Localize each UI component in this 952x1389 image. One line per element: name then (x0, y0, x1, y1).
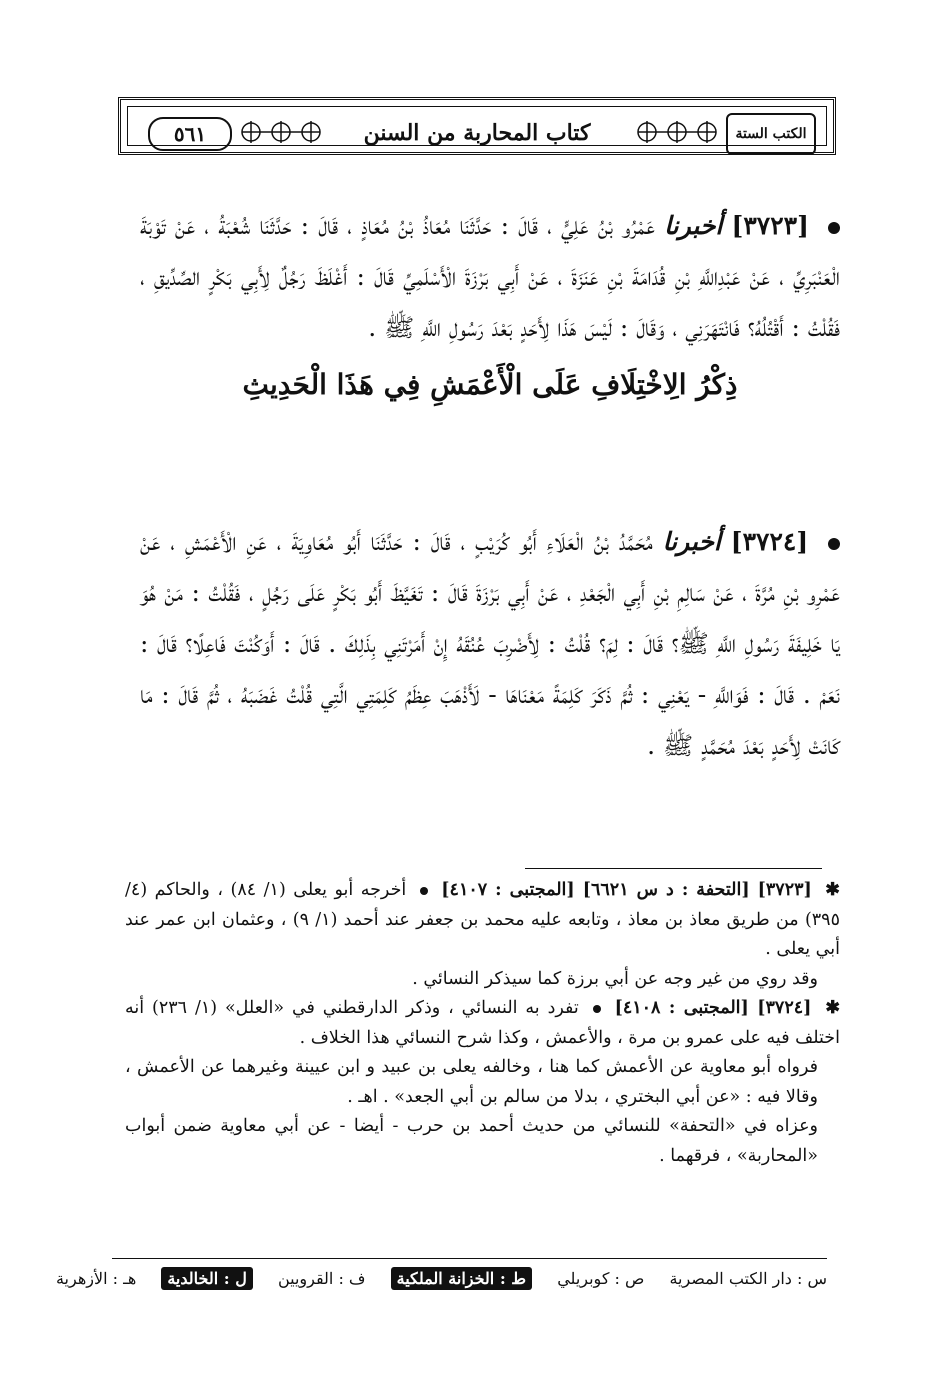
footnotes (125, 876, 840, 1171)
bullet-icon (828, 222, 840, 234)
page-header (118, 97, 836, 155)
asterisk-icon: ✱ (825, 880, 840, 900)
siglum-t: ط : الخزانة الملكية (391, 1267, 532, 1290)
header-ornament-right (632, 115, 722, 149)
section-title: ذِكْرُ الِاخْتِلَافِ عَلَى الْأَعْمَشِ فِي هَذَا الْحَدِيثِ (242, 368, 738, 401)
footnote-3723 (125, 876, 840, 965)
bullet-icon (593, 1005, 601, 1013)
hadith-number: [٣٧٢٣] (731, 211, 809, 240)
footnote-3724-p3: وعزاه في «التحفة» للنسائي من حديث أحمد بن حرب - أيضا - عن أبي معاوية ضمن أبواب «المحاربة» ، فرقهما . (125, 1116, 818, 1166)
bullet-icon (420, 887, 428, 895)
asterisk-icon: ✱ (825, 998, 840, 1018)
siglum-s: س : دار الكتب المصرية (669, 1269, 827, 1288)
hadith-body: مُحَمَّدُ بْنُ الْعَلَاءِ أَبُو كُرَيْبٍ ، قَالَ : حَدَّثَنَا أَبُو مُعَاوِيَةَ ، عَنِ الْأَعْمَشِ ، عَنْ عَمْرِو بْنِ مُرَّةَ ، عَنْ سَالِمِ بْنِ أَبِي الْجَعْدِ ، عَنْ أَبِي بَرْزَةَ قَالَ : تَغَيَّظَ أَبُو بَكْرٍ عَلَى رَجُلٍ ، فَقُلْتُ : مَنْ هُوَ يَا خَلِيفَةَ رَسُولِ اللَّهِ ﷺ؟ قَالَ : لِمَ؟ قُلْتُ : لِأَضْرِبَ عُنُقَهُ إِنْ أَمَرْتَنِي بِذَلِكَ . قَالَ : أَوَكُنْتَ فَاعِلًا؟ قَالَ : نَعَمْ . قَالَ : فَوَاللَّهِ - يَعْنِي : ثُمَّ ذَكَرَ كَلِمَةً مَعْنَاهَا - لَأَذْهَبَ عِظَمُ كَلِمَتِي الَّتِي قُلْتُ غَضَبَهُ ، ثُمَّ قَالَ : مَا كَانَتْ لِأَحَدٍ بَعْدَ مُحَمَّدٍ ﷺ . (140, 527, 840, 760)
hadith-3723 (140, 200, 840, 353)
footnote-text: أخرجه أبو يعلى (١/ ٨٤) ، والحاكم (٤/ ٣٩٥) من طريق معاذ بن معاذ ، وتابعه عليه محمد بن جعفر عند أحمد (١/ ٩) ، وعثمان ابن عمر عند أبي يعلى . (125, 880, 840, 959)
footnote-ref: [٣٧٢٤] [المجتبى : ٤١٠٨] (614, 998, 812, 1018)
hadith-3724-text (140, 516, 840, 771)
bullet-icon (828, 538, 840, 550)
akhbarana-word: أخبرنا (664, 211, 723, 240)
header-seal: الكتب الستة (726, 113, 816, 155)
footnote-ref: [٣٧٢٣] [التحفة : د س ٦٦٢١] [المجتبى : ٤١٠٧] (441, 880, 812, 900)
footnote-3724 (125, 994, 840, 1053)
hadith-number: [٣٧٢٤] (730, 527, 809, 556)
sigla-divider (112, 1258, 827, 1259)
manuscript-sigla (55, 1264, 827, 1294)
header-ornament-left (236, 115, 326, 149)
page-number: ٥٦١ (148, 117, 232, 151)
siglum-f: ف : القرويين (277, 1269, 366, 1288)
footnote-text: تفرد به النسائي ، وذكر الدارقطني في «العلل» (١/ ٢٣٦) أنه اختلف فيه على عمرو بن مرة ، والأعمش ، وكذا شرح النسائي هذا الخلاف . (125, 998, 840, 1048)
footnote-divider (525, 868, 822, 869)
siglum-h: هـ : الأزهرية (55, 1269, 137, 1288)
header-frame (127, 106, 827, 146)
siglum-s2: ص : كوبريلي (557, 1269, 645, 1288)
hadith-3724 (140, 516, 840, 771)
footnote-3723-extra: وقد روي من غير وجه عن أبي برزة كما سيذكر النسائي . (412, 968, 818, 989)
siglum-l: ل : الخالدية (161, 1267, 253, 1290)
footnote-3724-p2: فرواه أبو معاوية عن الأعمش كما هنا ، وخالفه يعلى بن عبيد و ابن عيينة وغيرهما عن الأعمش ، وقالا فيه : «عن أبي البختري ، بدلا من سالم بن أبي الجعد» . اهـ . (125, 1057, 818, 1107)
book-title: كتاب المحاربة من السنن (363, 120, 591, 146)
hadith-3723-text (140, 200, 840, 353)
hadith-body: عَمْرُو بْنُ عَلِيٍّ ، قَالَ : حَدَّثَنَا مُعَاذُ بْنُ مُعَاذٍ ، قَالَ : حَدَّثَنَا شُعْبَةُ ، عَنْ تَوْبَةَ الْعَنْبَرِيِّ ، عَنْ عَبْدِاللَّهِ بْنِ قُدَامَةَ بْنِ عَنَزَةَ ، عَنْ أَبِي بَرْزَةَ الْأَسْلَمِيِّ قَالَ : أَغْلَظَ رَجُلٌ لِأَبِي بَكْرٍ الصِّدِّيقِ ، فَقُلْتُ : أَقْتُلُهُ؟ فَانْتَهَرَنِي ، وَقَالَ : لَيْسَ هَذَا لِأَحَدٍ بَعْدَ رَسُولِ اللَّهِ ﷺ . (140, 211, 840, 342)
akhbarana-word: أخبرنا (662, 527, 721, 556)
